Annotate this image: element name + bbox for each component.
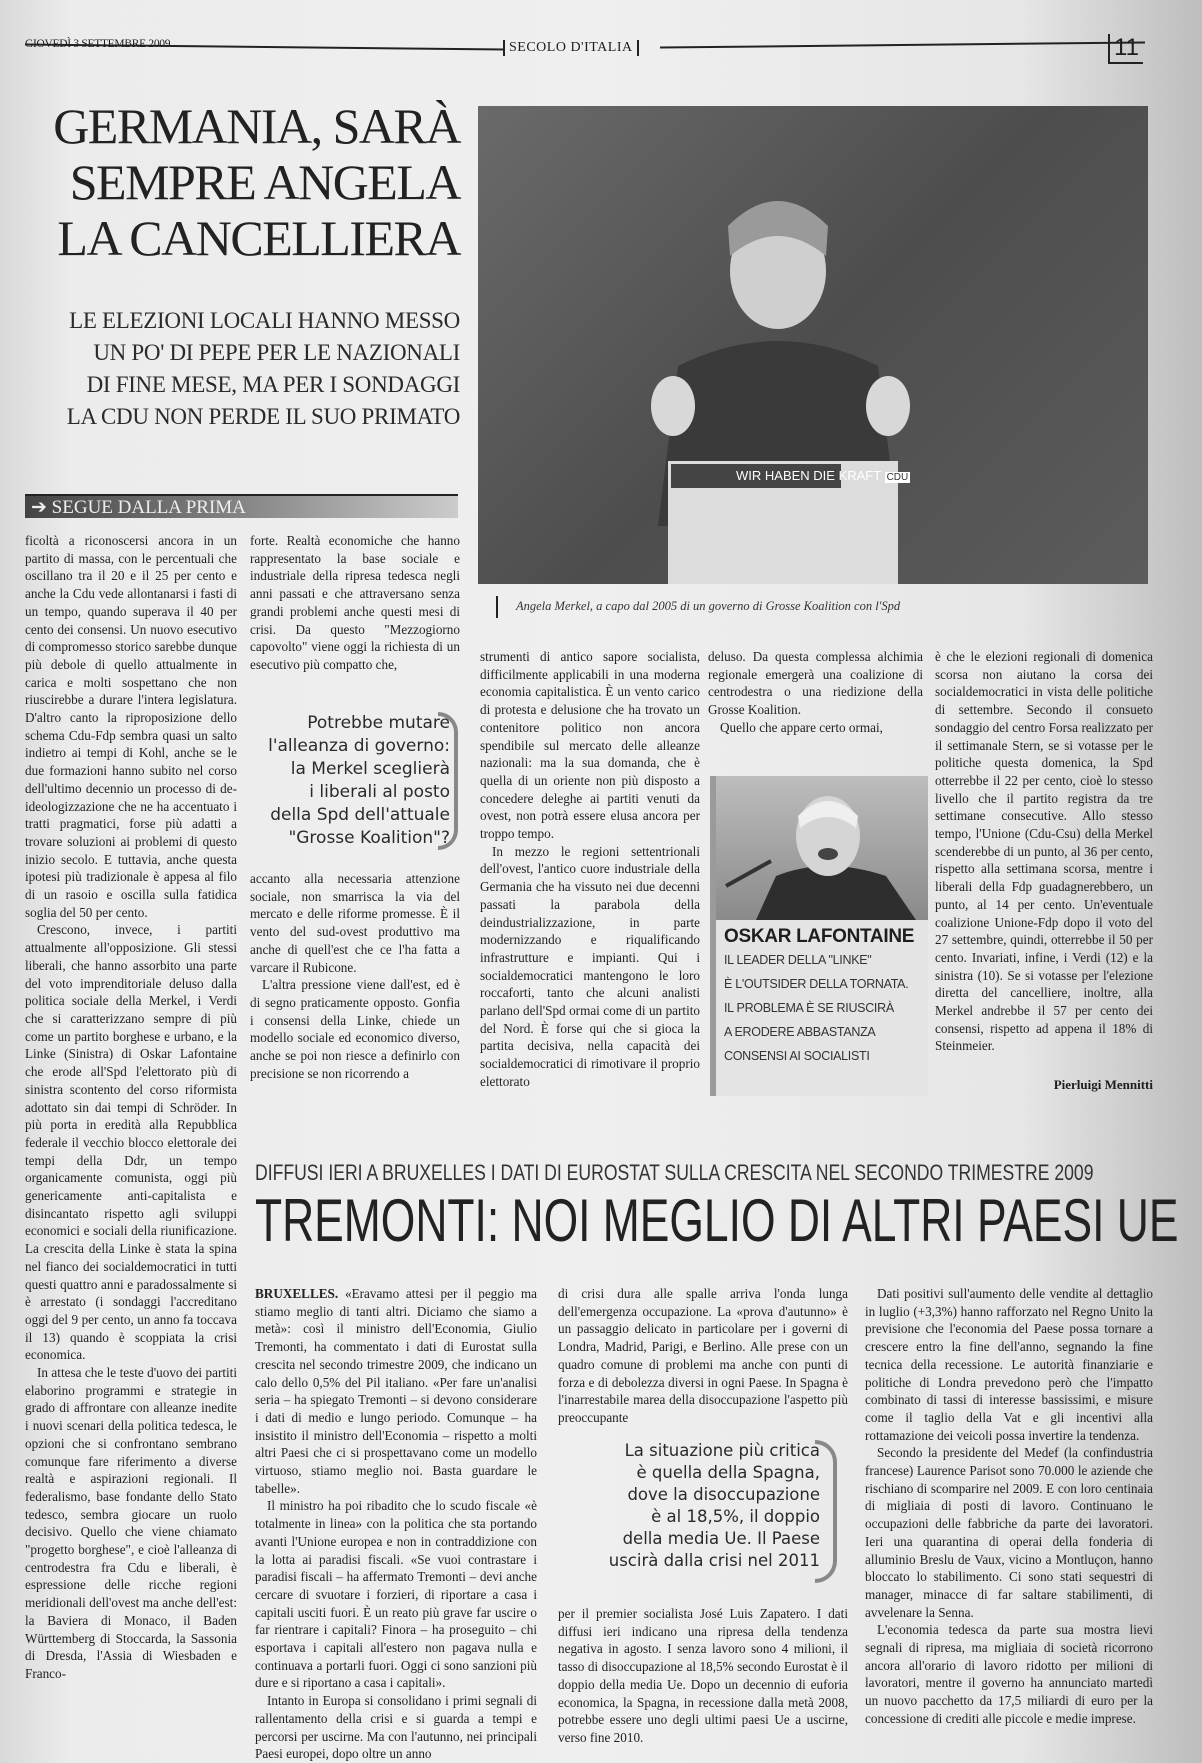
article-headline: GERMANIA, SARÀ SEMPRE ANGELA LA CANCELLIERA <box>53 98 460 266</box>
bracket-decoration <box>815 1440 837 1583</box>
article-column-2-top <box>250 532 460 677</box>
podium-banner-text: WIR HABEN DIE KRAFT <box>736 468 881 483</box>
photo-caption: Angela Merkel, a capo dal 2005 di un governo di Grosse Koalition con l'Spd <box>516 599 901 613</box>
paragraph: Quello che appare certo ormai, <box>720 719 883 735</box>
paragraph: per il premier socialista José Luis Zapatero. I dati diffusi ieri indicano una ripresa della tendenza negativa in agosto. I senza lavoro sono 4 milioni, il tasso di disoccupazione al 18,5% secondo Eurostat è il doppio della media Ue. Dopo un decennio di euforia economica, la Spagna, in recessione dalla metà 2008, potrebbe essere uno degli ultimi paesi Ue a uscirne, verso fine 2010. <box>558 1606 848 1745</box>
byline: Pierluigi Mennitti <box>1053 1077 1153 1092</box>
bottom-column-1 <box>255 1285 538 1762</box>
lafontaine-figure-image <box>716 776 928 920</box>
article-column-5 <box>935 648 1153 1073</box>
paragraph <box>255 1285 537 1497</box>
paragraph: Intanto in Europa si consolidano i primi segnali di rallentamento della crisi e si guarda a tempi e percorsi per uscirne. Ma con l'autunno, nei principali Paesi europei, dopo oltre un anno <box>255 1693 537 1762</box>
brace-decoration <box>438 712 458 850</box>
paragraph: Secondo la presidente del Medef (la confindustria francese) Laurence Parisot sono 70.000 le aziende che rischiano di scomparire nel 2009. E con loro centinaia di migliaia di posti di lavoro. Continuano le occupazioni delle fabbriche da parte dei lavoratori. Ieri una quarantina di operai della fonderia di alluminio Breslu de Vaux, vicino a Montluçon, hanno bloccato lo stabilimento. Ci sono stati sequestri di manager, minacce di far saltare stabilimenti, di avvelenare la Senna. <box>865 1445 1153 1620</box>
caption-rule <box>496 596 498 618</box>
paragraph: forte. Realtà economiche che hanno rappresentato la base sociale e industriale della ripresa tedesca negli anni passati e che attraversano senza grandi problemi anche questi mesi di crisi. Da questo "Mezzogiorno capovolto" viene oggi la richiesta di un esecutivo più compatto che, <box>250 533 460 672</box>
paragraph: In mezzo le regioni settentrionali dell'ovest, l'antico cuore industriale della Germania che ha vissuto nei due decenni passati la parabola della deindustrializzazione, in parte modernizzando e riqualificando infrastrutture e impianti. Qui i socialdemocratici mantengono le loro roccaforti, tanto che alcuni analisti parlano dell'Spd ormai come di un partito del Nord. È forse qui che si gioca la partita decisiva, nella capacità dei socialdemocratici di rimotivare il proprio elettorato <box>480 843 700 1089</box>
bottom-column-3 <box>865 1285 1153 1754</box>
paragraph: Il ministro ha poi ribadito che lo scudo fiscale «è totalmente in linea» con la politica che sta portando avanti l'Unione europea e non in contraddizione con la lotta ai paradisi fiscali. «Se vuoi contrastare i paradisi fiscali – ha affermato Tremonti – devi anche cercare di svuotare i forzieri, di riportare a casa i capitali usciti fuori. È un reato più grave far uscire o far rientrare i capitali? Finora – ha proseguito – chi esportava i capitali all'estero non pagava nulla e continuava a portarli fuori. Oggi ci sono sanzioni più dure e si riportano a casa i capitali». <box>255 1498 537 1691</box>
paragraph-text: «Eravamo attesi per il peggio ma stiamo meglio di tanti altri. Diciamo che siamo a metà»: così il ministro dell'Economia, Giulio Tremonti, ha commentato i dati di Eurostat sulla crescita nel secondo trimestre 2009, che indicano un calo dello 0,5% del Pil italiano. «Per fare un'analisi seria – ha spiegato Tremonti – si devono considerare i dati di medio e lungo periodo. Comunque – ha insistito il ministro dell'Economia – rispetto a molti altri Paesi che ci si prospettavano come un modello virtuoso, stiamo meglio noi. Basta guardare le tabelle». <box>255 1286 538 1496</box>
paragraph: Dati positivi sull'aumento delle vendite al dettaglio in luglio (+3,3%) hanno rafforzato nel Regno Unito la previsione che l'economia del Paese possa tornare a crescere entro la fine dell'anno, segnando la fine tecnica della recessione. Le autorità finanziarie e politiche di Londra prevedono però che l'impatto combinato di tassi di interesse bassissimi, e misure come il taglio della Vat e gli incentivi alla rottamazione dei veicoli possa invertire la tendenza. <box>865 1286 1153 1443</box>
paragraph: Crescono, invece, i partiti attualmente all'opposizione. Gli stessi liberali, che hanno assorbito una parte del voto imprenditoriale deluso dalla politica sociale della Merkel, i Verdi che si caratterizzano sempre di più come un partito borghese e urbano, e la Linke (Sinistra) di Oskar Lafontaine che erode all'Spd l'elettorato più di sinistra scontento del corso riformista adottato sin dai tempi di Schröder. In più porta in eredità alla Repubblica federale il vecchio blocco elettorale dei tempi della Ddr, un tempo organicamente comunista, oggi più genericamente anti-capitalista e disincantato rispetto agli sviluppi economici e sociali della riunificazione. La crescita della Linke è stata la spina nel fianco dei socialdemocratici in tutti questi quattro anni e paradossalmente si è arrestato (i sondaggi l'accreditano oggi del 9 per cento, un anno fa toccava il 13) quando è scoppiata la crisi economica. <box>25 922 237 1363</box>
paragraph: è che le elezioni regionali di domenica scorsa non aiutano la corsa dei socialdemocratici in vista delle politiche di settembre. Secondo il consueto sondaggio del centro Forsa realizzato per il settimanale Stern, se si votasse per le politiche questa domenica, la Spd otterrebbe il 22 per cento, cioè lo stesso livello che il partito registra da tre settimane consecutive. Allo stesso tempo, l'Unione (Cdu-Csu) della Merkel scenderebbe di un punto, al 36 per cento, rispetto alla settimana scorsa, mentre i liberali della Fdp guadagnerebbero, un punto, al 14 per cento. Un'eventuale coalizione Unione-Fdp dopo il voto del 27 settembre, quindi, otterrebbe il 50 per cento. Invariati, infine, i Verdi (12) e la sinistra (10). Se si votasse per l'elezione diretta del cancelliere, inoltre, alla Merkel andrebbe il 57 per cento dei consensi, rispetto ad appena il 18% di Steinmeier. <box>935 649 1153 1054</box>
paragraph: di crisi dura alle spalle arriva l'onda lunga dell'emergenza occupazione. La «prova d'autunno» è un passaggio delicato in particolare per i governi di Londra, Madrid, Parigi, e Berlino. Alle prese con un quadro comune di problemi ma anche con punti di forza e di debolezza diversi in ogni Paese. In Spagna è l'inarrestabile marea della disoccupazione l'aspetto più preoccupante <box>558 1286 848 1425</box>
merkel-figure-image <box>478 106 1148 584</box>
sidebar-caption-text: IL LEADER DELLA "LINKE" È L'OUTSIDER DELLA TORNATA. IL PROBLEMA È SE RIUSCIRÀ A ERODERE ABBASTANZA CONSENSI AI SOCIALISTI <box>724 953 909 1063</box>
merkel-photo <box>478 106 1148 584</box>
article-column-3 <box>480 648 700 1096</box>
bottom-column-2-top <box>558 1285 848 1425</box>
bottom-kicker: DIFFUSI IERI A BRUXELLES I DATI DI EUROSTAT SULLA CRESCITA NEL SECONDO TRIMESTRE 2009 <box>255 1160 1094 1185</box>
article-column-1 <box>25 532 237 1754</box>
lafontaine-photo <box>716 776 928 920</box>
lafontaine-caption <box>716 920 928 1074</box>
paragraph: accanto alla necessaria attenzione sociale, non smarrisca la via del mercato e delle riforme promesse. È il vento del sud-ovest produttivo ma anche di quell'est che ce l'ha fatta a varcare il Rubicone. <box>250 871 460 975</box>
paragraph: strumenti di antico sapore socialista, difficilmente applicabili in una moderna economia capitalistica. È un vento carico di protesta e delusione che ha trovato un contenitore politico non ancora spendibile sul mercato delle alleanze nazionali: ma la sua domanda, che è quella di un oriente non più disposto a concedere deleghe ai partiti venuti da ovest, non potrà essere elusa ancora per troppo tempo. <box>480 649 700 842</box>
article-column-2-bottom <box>250 870 460 1098</box>
sidebar-name: OSKAR LAFONTAINE <box>724 926 915 947</box>
bottom-pull-quote: La situazione più critica è quella della Spagna, dove la disoccupazione è al 18,5%, il doppio della media Ue. Il Paese uscirà dalla crisi nel 2011 <box>608 1441 820 1570</box>
page-number: 11 <box>1108 34 1143 64</box>
paragraph: L'economia tedesca da parte sua mostra lievi segnali di ripresa, ma migliaia di società ricorrono ancora all'orario di lavoro ridotto per milioni di lavoratori, mentre il governo ha annunciato martedì un nuovo pacchetto da 17,5 miliardi di euro per la concessione di crediti alle piccole e medie imprese. <box>865 1622 1153 1726</box>
pull-quote: Potrebbe mutare l'alleanza di governo: la Merkel sceglierà i liberali al posto della Spd dell'attuale "Grosse Koalition"? <box>268 713 450 848</box>
bottom-column-2-bottom <box>558 1605 848 1754</box>
cdu-logo: CDU <box>886 472 909 483</box>
paragraph: ficoltà a riconoscersi ancora in un partito di massa, con le percentuali che oscillano tra il 20 e il 25 per cento e anche la Cdu vede allontanarsi i fasti di un tempo, quando superava il 40 per cento dei consensi. Un nuovo esecutivo di compromesso storico sarebbe dunque più debole di quello attualmente in carica e molti sospettano che non riuscirebbe a durare l'intera legislatura. D'altro canto la riproposizione dello schema Cdu-Fdp sembra quasi un salto indietro ai tempi di Kohl, anche se le due formazioni hanno subito nel corso dell'ultimo decennio un processo di de-ideologizzazione che ne ha accentuato i tratti pragmatici, forse più adatti a trovare soluzioni ai problemi di questo inizio secolo. E tuttavia, anche questa ipotesi più tradizionale è appesa al filo di un rasoio e oscilla sulla fatidica soglia del 50 per cento. <box>25 533 237 920</box>
bottom-headline: TREMONTI: NOI MEGLIO DI ALTRI PAESI UE <box>255 1187 1179 1254</box>
article-column-4 <box>708 648 923 740</box>
header-date: GIOVEDÌ 3 SETTEMBRE 2009 <box>25 38 171 50</box>
paragraph: In attesa che le teste d'uovo dei partiti elaborino programmi e strategie in grado di affrontare con alleanze inedite i nuovi scenari della politica tedesca, le opzioni che si confrontano sembrano comunque fare riferimento a diverse realtà e aspirazioni regionali. Il federalismo, base fondante dello Stato tedesco, sembra giocare un ruolo decisivo. Quello che viene chiamato "progetto borghese", e cioè l'alleanza di centrodestra fra Cdu e liberali, è espressione delle ricche regioni meridionali dell'ovest ma anche dell'est: la Baviera di Monaco, il Baden Württemberg di Stoccarda, la Sassonia di Dresda, l'Assia di Wiesbaden e Franco- <box>25 1365 237 1681</box>
paragraph: deluso. Da questa complessa alchimia regionale emergerà una coalizione di centrodestra o una riedizione della Grosse Koalition. <box>708 649 923 718</box>
masthead: SECOLO D'ITALIA <box>503 40 639 56</box>
segue-dalla-prima-bar[interactable]: ➔ SEGUE DALLA PRIMA <box>25 494 458 518</box>
article-subheadline: LE ELEZIONI LOCALI HANNO MESSO UN PO' DI PEPE PER LE NAZIONALI DI FINE MESE, MA PER I SONDAGGI LA CDU NON PERDE IL SUO PRIMATO <box>66 308 460 429</box>
header-rule-right <box>660 41 1145 48</box>
paragraph: L'altra pressione viene dall'est, ed è di segno praticamente opposto. Gonfia i consensi della Linke, chiede un modello sociale ed economico diverso, anche se poi non riesce a definirlo con precisione se non ricorrendo a <box>250 977 460 1081</box>
podium-banner <box>736 464 910 490</box>
lafontaine-sidebar-box <box>710 776 928 1096</box>
dateline: BRUXELLES. <box>255 1286 339 1301</box>
